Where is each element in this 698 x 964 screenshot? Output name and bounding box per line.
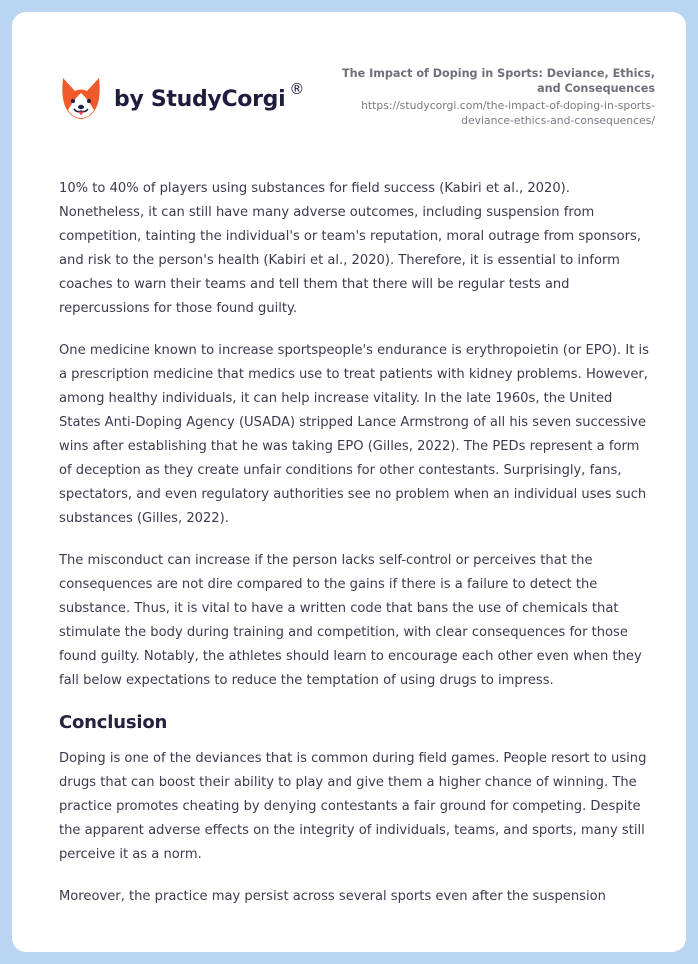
body-paragraph: One medicine known to increase sportspeople's endurance is erythropoietin (or EPO). It is a prescription medicine that medics use to treat patients with kidney problems. However, among healthy individuals, it can help increase vitality. In the late 1960s, the United States Anti-Doping Agency (USADA) stripped Lance Armstrong of all his seven successive wins after establishing that he was taking EPO (Gilles, 2022). The PEDs represent a form of deception as they create unfair conditions for other contestants. Surprisingly, fans, spectators, and even regulatory authorities see no problem when an individual uses such substances (Gilles, 2022). <box>59 343 649 526</box>
studycorgi-logo[interactable] <box>60 76 304 122</box>
page-header <box>12 12 686 162</box>
conclusion-paragraph: Moreover, the practice may persist across several sports even after the suspension <box>59 889 606 904</box>
corgi-logo-icon <box>60 76 102 122</box>
document-page <box>12 12 686 952</box>
document-url[interactable]: https://studycorgi.com/the-impact-of-doping-in-sports-deviance-ethics-and-consequences/ <box>361 99 655 127</box>
document-body <box>59 177 649 927</box>
registered-mark: ® <box>289 80 305 98</box>
document-title: The Impact of Doping in Sports: Deviance, Ethics, and Consequences <box>341 67 655 95</box>
body-paragraph: 10% to 40% of players using substances for field success (Kabiri et al., 2020). Nonetheless, it can still have many adverse outcomes, including suspension from competition, tainting the individual's or team's reputation, moral outrage from sponsors, and risk to the person's health (Kabiri et al., 2020). Therefore, it is essential to inform coaches to warn their teams and tell them that there will be regular tests and repercussions for those found guilty. <box>59 181 641 316</box>
document-meta <box>315 66 655 128</box>
body-paragraph: The misconduct can increase if the person lacks self-control or perceives that the consequences are not dire compared to the gains if there is a failure to detect the substance. Thus, it is vital to have a written code that bans the use of chemicals that stimulate the body during training and competition, with clear consequences for those found guilty. Notably, the athletes should learn to encourage each other even when they fall below expectations to reduce the temptation of using drugs to impress. <box>59 553 642 688</box>
logo-text: by StudyCorgi <box>114 86 286 112</box>
section-heading-conclusion: Conclusion <box>59 712 168 733</box>
conclusion-paragraph: Doping is one of the deviances that is common during field games. People resort to using drugs that can boost their ability to play and give them a higher chance of winning. The practice promotes cheating by denying contestants a fair ground for competing. Despite the apparent adverse effects on the integrity of individuals, teams, and sports, many still perceive it as a norm. <box>59 751 647 862</box>
